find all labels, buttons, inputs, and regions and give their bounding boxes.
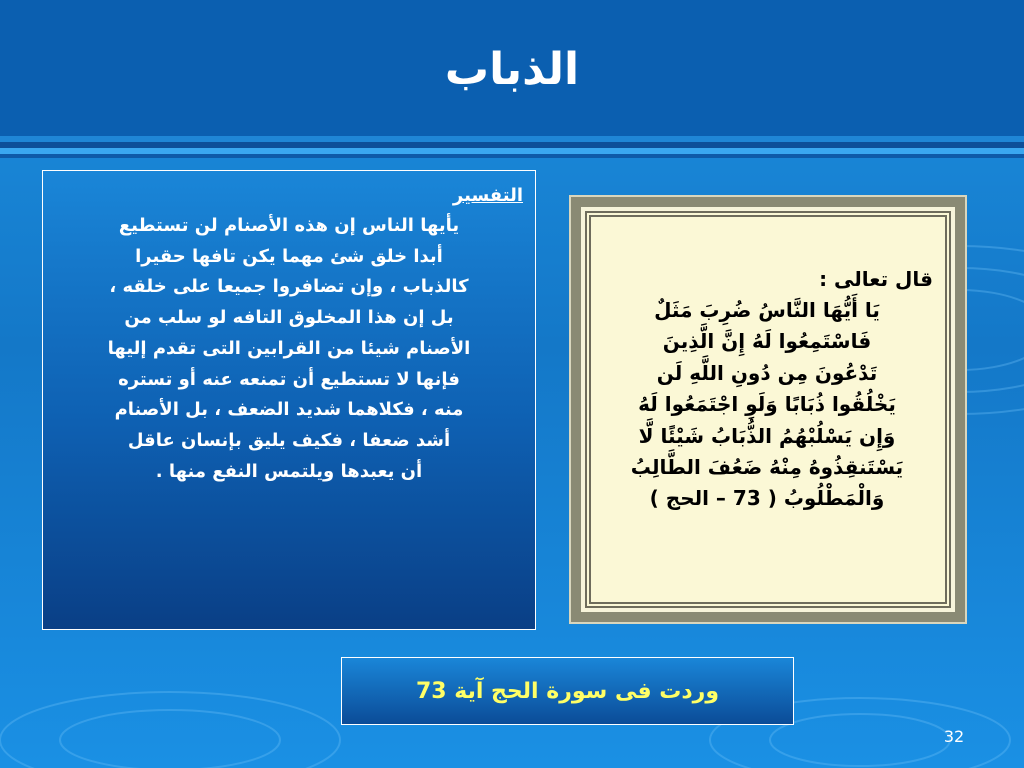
verse-frame [571, 197, 965, 622]
tafsir-line: أبدا خلق شئ مهما يكن تافها حقيرا [135, 245, 443, 267]
verse-line: يَخْلُقُوا ذُبَابًا وَلَوِ اجْتَمَعُوا لَهُ [638, 392, 896, 417]
verse-text [601, 263, 933, 515]
source-note-box [341, 657, 794, 725]
tafsir-line: بل إن هذا المخلوق التافه لو سلب من [124, 307, 454, 329]
verse-line: يَسْتَنقِذُوهُ مِنْهُ ضَعُفَ الطَّالِبُ [630, 455, 904, 480]
verse-paper [585, 211, 951, 608]
verse-line: وَالْمَطْلُوبُ ( 73 – الحج ) [649, 486, 885, 511]
verse-line: تَدْعُونَ مِن دُونِ اللَّهِ لَن [656, 360, 878, 385]
tafsir-heading: التفسير [452, 185, 523, 206]
verse-line: فَاسْتَمِعُوا لَهُ إِنَّ الَّذِينَ [662, 329, 872, 354]
tafsir-line: الأصنام شيئا من القرابين التى تقدم إليها [107, 337, 471, 359]
verse-line: وَإِن يَسْلُبْهُمُ الذُّبَابُ شَيْئًا لَّا [638, 423, 896, 448]
tafsir-line: أن يعبدها ويلتمس النفع منها . [155, 460, 423, 482]
verse-line: يَا أَيُّهَا النَّاسُ ضُرِبَ مَثَلٌ [654, 298, 880, 322]
slide-title: الذباب [444, 44, 580, 95]
tafsir-line: منه ، فكلاهما شديد الضعف ، بل الأصنام [114, 399, 464, 421]
tafsir-line: أشد ضعفا ، فكيف يليق بإنسان عاقل [127, 429, 451, 451]
tafsir-line: كالذباب ، وإن تضافروا جميعا على خلقه ، [109, 276, 469, 298]
slide-number: 32 [943, 727, 965, 746]
source-note: وردت فى سورة الحج آية 73 [415, 678, 720, 704]
verse-intro: قال تعالى : [819, 267, 933, 291]
header-stripe [0, 154, 1024, 158]
tafsir-line: فإنها لا تستطيع أن تمنعه عنه أو تستره [118, 368, 460, 390]
tafsir-line: يأيها الناس إن هذه الأصنام لن تستطيع [118, 215, 460, 236]
tafsir-panel [42, 170, 536, 630]
